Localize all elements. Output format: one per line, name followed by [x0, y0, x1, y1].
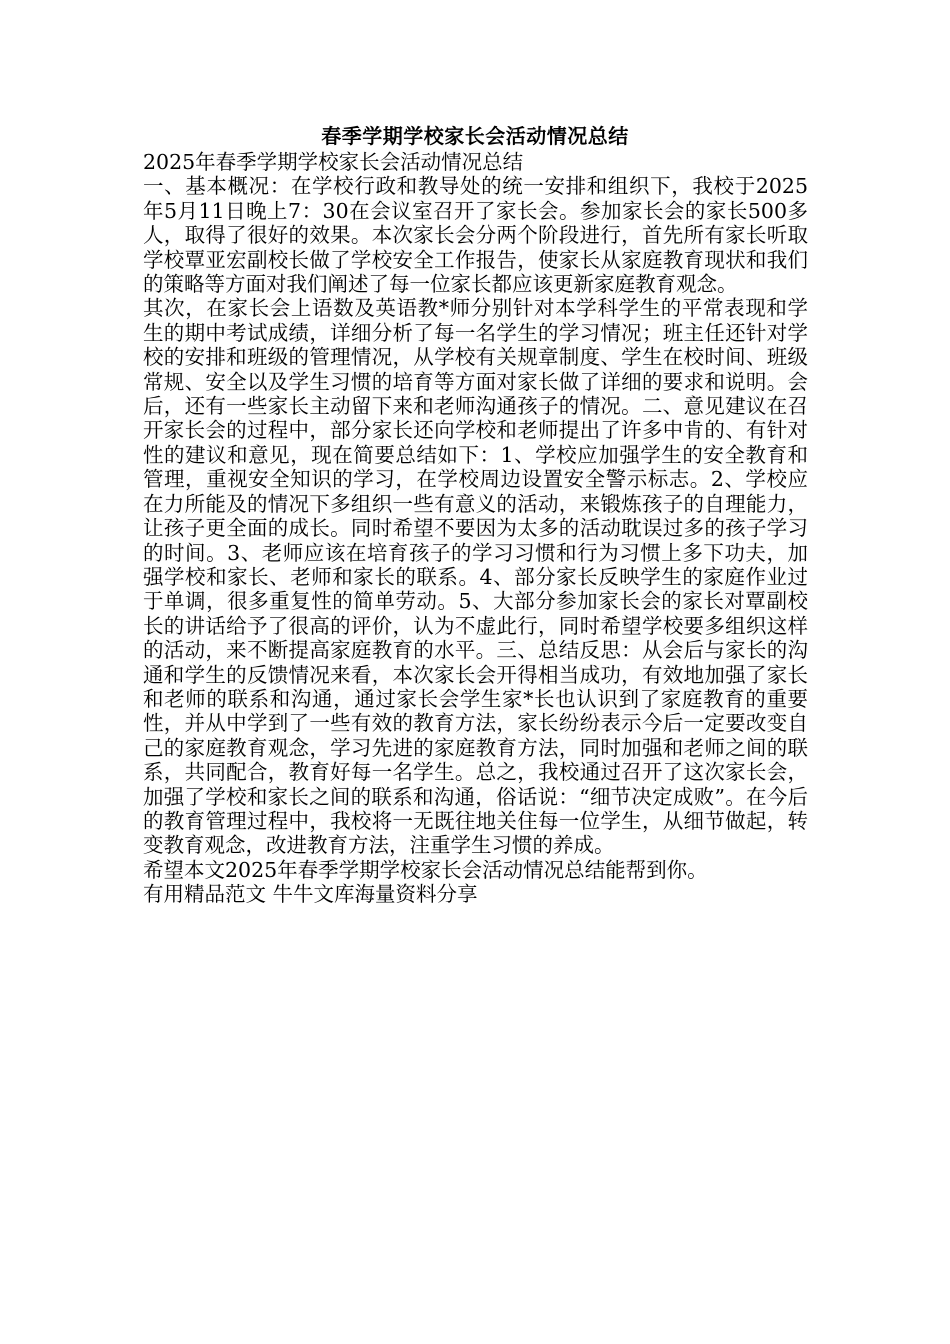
document-body — [143, 150, 808, 907]
subtitle-paragraph: 2025年春季学期学校家长会活动情况总结 — [143, 150, 524, 174]
document-title: 春季学期学校家长会活动情况总结 — [321, 124, 629, 148]
overview-paragraph: 一、基本概况：在学校行政和教导处的统一安排和组织下，我校于2025年5月11日晚上7：30在会议室召开了家长会。参加家长会的家长500多人，取得了很好的效果。本次家长会分两个阶段进行，首先所有家长听取学校覃亚宏副校长做了学校安全工作报告，使家长从家庭教育现状和我们的策略等方面对我们阐述了每一位家长都应该更新家庭教育观念。 — [143, 174, 808, 297]
closing-paragraph: 希望本文2025年春季学期学校家长会活动情况总结能帮到你。 — [143, 857, 708, 882]
footer-note: 有用精品范文 牛牛文库海量资料分享 — [143, 882, 478, 907]
details-paragraph: 其次，在家长会上语数及英语教*师分别针对本学科学生的平常表现和学生的期中考试成绩，详细分析了每一名学生的学习情况；班主任还针对学校的安排和班级的管理情况，从学校有关规章制度、学生在校时间、班级常规、安全以及学生习惯的培育等方面对家长做了详细的要求和说明。会后，还有一些家长主动留下来和老师沟通孩子的情况。二、意见建议在召开家长会的过程中，部分家长还向学校和老师提出了许多中肯的、有针对性的建议和意见，现在简要总结如下：1、学校应加强学生的安全教育和管理，重视安全知识的学习，在学校周边设置安全警示标志。2、学校应在力所能及的情况下多组织一些有意义的活动，来锻炼孩子的自理能力，让孩子更全面的成长。同时希望不要因为太多的活动耽误过多的孩子学习的时间。3、老师应该在培育孩子的学习习惯和行为习惯上多下功夫，加强学校和家长、老师和家长的联系。4、部分家长反映学生的家庭作业过于单调，很多重复性的简单劳动。5、大部分参加家长会的家长对覃副校长的讲话给予了很高的评价，认为不虚此行，同时希望学校要多组织这样的活动，来不断提高家庭教育的水平。三、总结反思：从会后与家长的沟通和学生的反馈情况来看，本次家长会开得相当成功，有效地加强了家长和老师的联系和沟通，通过家长会学生家*长也认识到了家庭教育的重要性，并从中学到了一些有效的教育方法，家长纷纷表示今后一定要改变自己的家庭教育观念，学习先进的家庭教育方法，同时加强和老师之间的联系，共同配合，教育好每一名学生。总之，我校通过召开了这次家长会，加强了学校和家长之间的联系和沟通，俗话说：“细节决定成败”。在今后的教育管理过程中，我校将一无既往地关住每一位学生，从细节做起，转变教育观念，改进教育方法，注重学生习惯的养成。 — [143, 296, 808, 858]
